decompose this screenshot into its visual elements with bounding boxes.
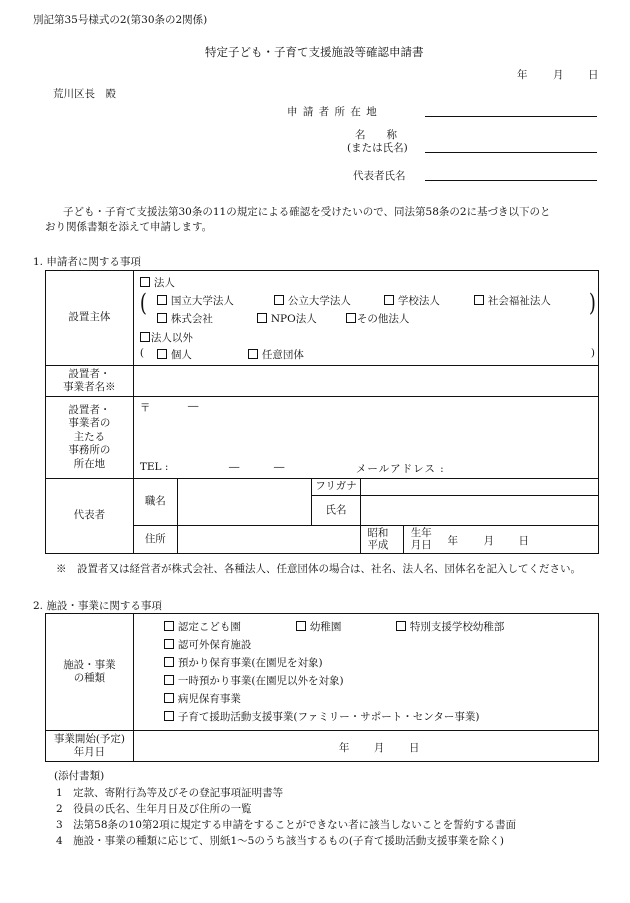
checkbox-icon[interactable] (346, 313, 356, 323)
noncorp-label: 法人以外 (150, 332, 193, 344)
applicant-name-alt-label: (または氏名) (347, 142, 408, 154)
checkbox-icon[interactable] (396, 621, 406, 631)
email-label: メールアドレス : (355, 463, 445, 475)
era-options (367, 527, 388, 551)
facility-type-option[interactable] (164, 637, 252, 652)
address-label: 住所 (133, 526, 177, 554)
checkbox-icon[interactable] (384, 295, 394, 305)
applicant-address-field[interactable] (425, 116, 597, 117)
applicant-table (45, 270, 599, 554)
checkbox-icon[interactable] (164, 693, 174, 703)
checkbox-icon[interactable] (164, 657, 174, 667)
facility-type-label (46, 614, 134, 731)
corp-type-label: NPO法人 (270, 313, 317, 325)
date-month: 月 (553, 69, 564, 81)
attachment-item: 1 定款、寄附行為等及びその登記事項証明書等 (56, 787, 284, 799)
section1-heading: 1. 申請者に関する事項 (33, 256, 141, 268)
facility-type-text: 認定こども園 (177, 621, 241, 633)
checkbox-icon[interactable] (157, 313, 167, 323)
section2-heading: 2. 施設・事業に関する事項 (33, 600, 162, 612)
owner-name-label (46, 366, 134, 397)
representative-label: 代表者 (46, 479, 134, 554)
corp-type-option[interactable] (474, 293, 551, 308)
facility-type-option[interactable] (164, 673, 344, 688)
noncorp-type-option[interactable] (248, 347, 304, 362)
corp-type-option[interactable] (274, 293, 351, 308)
birthdate-cell[interactable] (361, 526, 599, 554)
corp-type-option[interactable] (346, 311, 410, 326)
tel-label: TEL : (139, 461, 169, 473)
era-label: 平成 (367, 539, 389, 551)
checkbox-icon[interactable] (157, 295, 167, 305)
start-date-label-line: 事業開始(予定) (53, 732, 126, 745)
facility-table (45, 613, 599, 762)
page-title: 特定子ども・子育て支援施設等確認申請書 (205, 45, 424, 59)
facility-type-text: 一時預かり事業(在園児以外を対象) (177, 675, 344, 687)
checkbox-icon[interactable] (474, 295, 484, 305)
checkbox-icon[interactable] (257, 313, 267, 323)
start-date-label-line: 年月日 (73, 746, 106, 758)
facility-type-text: 認可外保育施設 (177, 639, 252, 651)
corp-type-option[interactable] (384, 293, 440, 308)
checkbox-icon[interactable] (164, 675, 174, 685)
facility-type-text: 預かり保育事業(在園児を対象) (177, 657, 323, 669)
postal-dash: ― (187, 400, 199, 412)
start-year-unit: 年 (338, 742, 350, 754)
start-date-label (46, 731, 134, 762)
right-bracket-icon: ) (588, 289, 596, 318)
section1-note: ※ 設置者又は経営者が株式会社、各種法人、任意団体の場合は、社名、法人名、団体名を記入してください。 (56, 563, 581, 575)
postal-mark: 〒 (139, 402, 151, 414)
applicant-name-field[interactable] (425, 152, 597, 153)
rep-name-label: 氏名 (311, 496, 361, 526)
start-day-unit: 日 (408, 742, 420, 754)
era-label: 昭和 (367, 527, 389, 539)
form-id: 別記第35号様式の2(第30条の2関係) (33, 14, 208, 26)
attachment-item: 4 施設・事業の種類に応じて、別紙1～5のうち該当するもの(子育て援助活動支援事業を除く) (56, 835, 505, 847)
corp-label: 法人 (153, 277, 175, 289)
birth-label-line: 月日 (410, 539, 432, 551)
facility-type-option[interactable] (164, 691, 241, 706)
checkbox-icon[interactable] (164, 639, 174, 649)
left-bracket-icon: ( (139, 347, 144, 359)
facility-type-label-line: 施設・事業 (63, 658, 116, 671)
applicant-name-label: 名 称 (355, 129, 397, 141)
intro-line1: 子ども・子育て支援法第30条の11の規定による確認を受けたいので、同法第58条の2に基づき以下のと (63, 206, 551, 218)
checkbox-icon[interactable] (274, 295, 284, 305)
applicant-rep-label: 代表者氏名 (353, 170, 406, 182)
rep-name-field[interactable] (361, 496, 599, 526)
establishment-label: 設置主体 (46, 271, 134, 366)
facility-type-option[interactable] (296, 619, 342, 634)
noncorp-type-label: 個人 (170, 349, 192, 361)
birth-month-unit: 月 (483, 535, 494, 547)
noncorp-type-option[interactable] (157, 347, 192, 362)
attachment-item: 3 法第58条の10第2項に規定する申請をすることができない者に該当しないことを誓約する書面 (56, 819, 517, 831)
date-day: 日 (588, 69, 599, 81)
noncorp-type-label: 任意団体 (261, 349, 304, 361)
checkbox-icon[interactable] (248, 349, 258, 359)
corp-type-label: 国立大学法人 (170, 295, 234, 307)
birth-year-unit: 年 (447, 535, 458, 547)
right-bracket-icon: ) (590, 347, 595, 359)
facility-type-option[interactable] (396, 619, 505, 634)
addressee: 荒川区長 殿 (53, 88, 116, 100)
corp-type-option[interactable] (257, 311, 317, 326)
checkbox-icon[interactable] (140, 332, 150, 342)
job-title-field[interactable] (177, 479, 311, 526)
owner-name-label-line: 設置者・ (68, 367, 111, 380)
furigana-label: フリガナ (311, 479, 361, 496)
date-year: 年 (517, 69, 528, 81)
checkbox-icon[interactable] (157, 349, 167, 359)
facility-type-option[interactable] (164, 619, 241, 634)
facility-type-option[interactable] (164, 655, 323, 670)
corp-type-label: 学校法人 (397, 295, 440, 307)
attachment-item: 2 役員の氏名、生年月日及び住所の一覧 (56, 803, 252, 815)
facility-type-text: 幼稚園 (309, 621, 342, 633)
facility-type-text: 子育て援助活動支援事業(ファミリー・サポート・センター事業) (177, 711, 480, 723)
office-label-line: 事業者の (68, 417, 111, 430)
birth-label-line: 生年 (410, 527, 432, 539)
office-label-line: 所在地 (73, 457, 106, 470)
noncorp-option[interactable] (140, 330, 193, 345)
facility-type-label-line: の種類 (73, 672, 106, 684)
intro-line2: おり関係書類を添えて申請します。 (45, 221, 213, 233)
job-title-label: 職名 (133, 479, 177, 526)
applicant-rep-field[interactable] (425, 180, 597, 181)
facility-type-cell (133, 614, 598, 731)
office-label-line: 事務所の (68, 444, 111, 457)
checkbox-icon[interactable] (164, 711, 174, 721)
tel-dash: ― (228, 461, 240, 473)
owner-name-label-line: 事業者名※ (63, 381, 116, 393)
corp-type-label: その他法人 (356, 313, 410, 325)
applicant-address-label: 申 請 者 所 在 地 (287, 106, 378, 118)
facility-type-text: 病児保育事業 (177, 693, 241, 705)
attachments-heading: (添付書類) (54, 770, 105, 782)
corp-type-label: 株式会社 (170, 313, 213, 325)
birth-day-unit: 日 (518, 535, 529, 547)
facility-type-text: 特別支援学校幼稚部 (409, 621, 505, 633)
left-bracket-icon: ( (139, 289, 147, 318)
corp-type-option[interactable] (157, 311, 213, 326)
corp-type-option[interactable] (157, 293, 234, 308)
establishment-cell (133, 271, 598, 366)
owner-name-field[interactable] (133, 366, 598, 397)
checkbox-icon[interactable] (164, 621, 174, 631)
start-month-unit: 月 (373, 742, 385, 754)
tel-dash: ― (273, 461, 285, 473)
furigana-field[interactable] (361, 479, 599, 496)
start-date-field[interactable] (133, 731, 598, 762)
office-label-line: 設置者・ (68, 403, 111, 416)
checkbox-icon[interactable] (296, 621, 306, 631)
facility-type-option[interactable] (164, 709, 480, 724)
office-label-line: 主たる (73, 430, 106, 443)
corp-type-label: 公立大学法人 (287, 295, 351, 307)
corp-type-label: 社会福祉法人 (487, 295, 551, 307)
corp-option[interactable] (140, 275, 175, 290)
checkbox-icon[interactable] (140, 277, 150, 287)
office-cell[interactable] (133, 397, 598, 479)
office-label (46, 397, 134, 479)
